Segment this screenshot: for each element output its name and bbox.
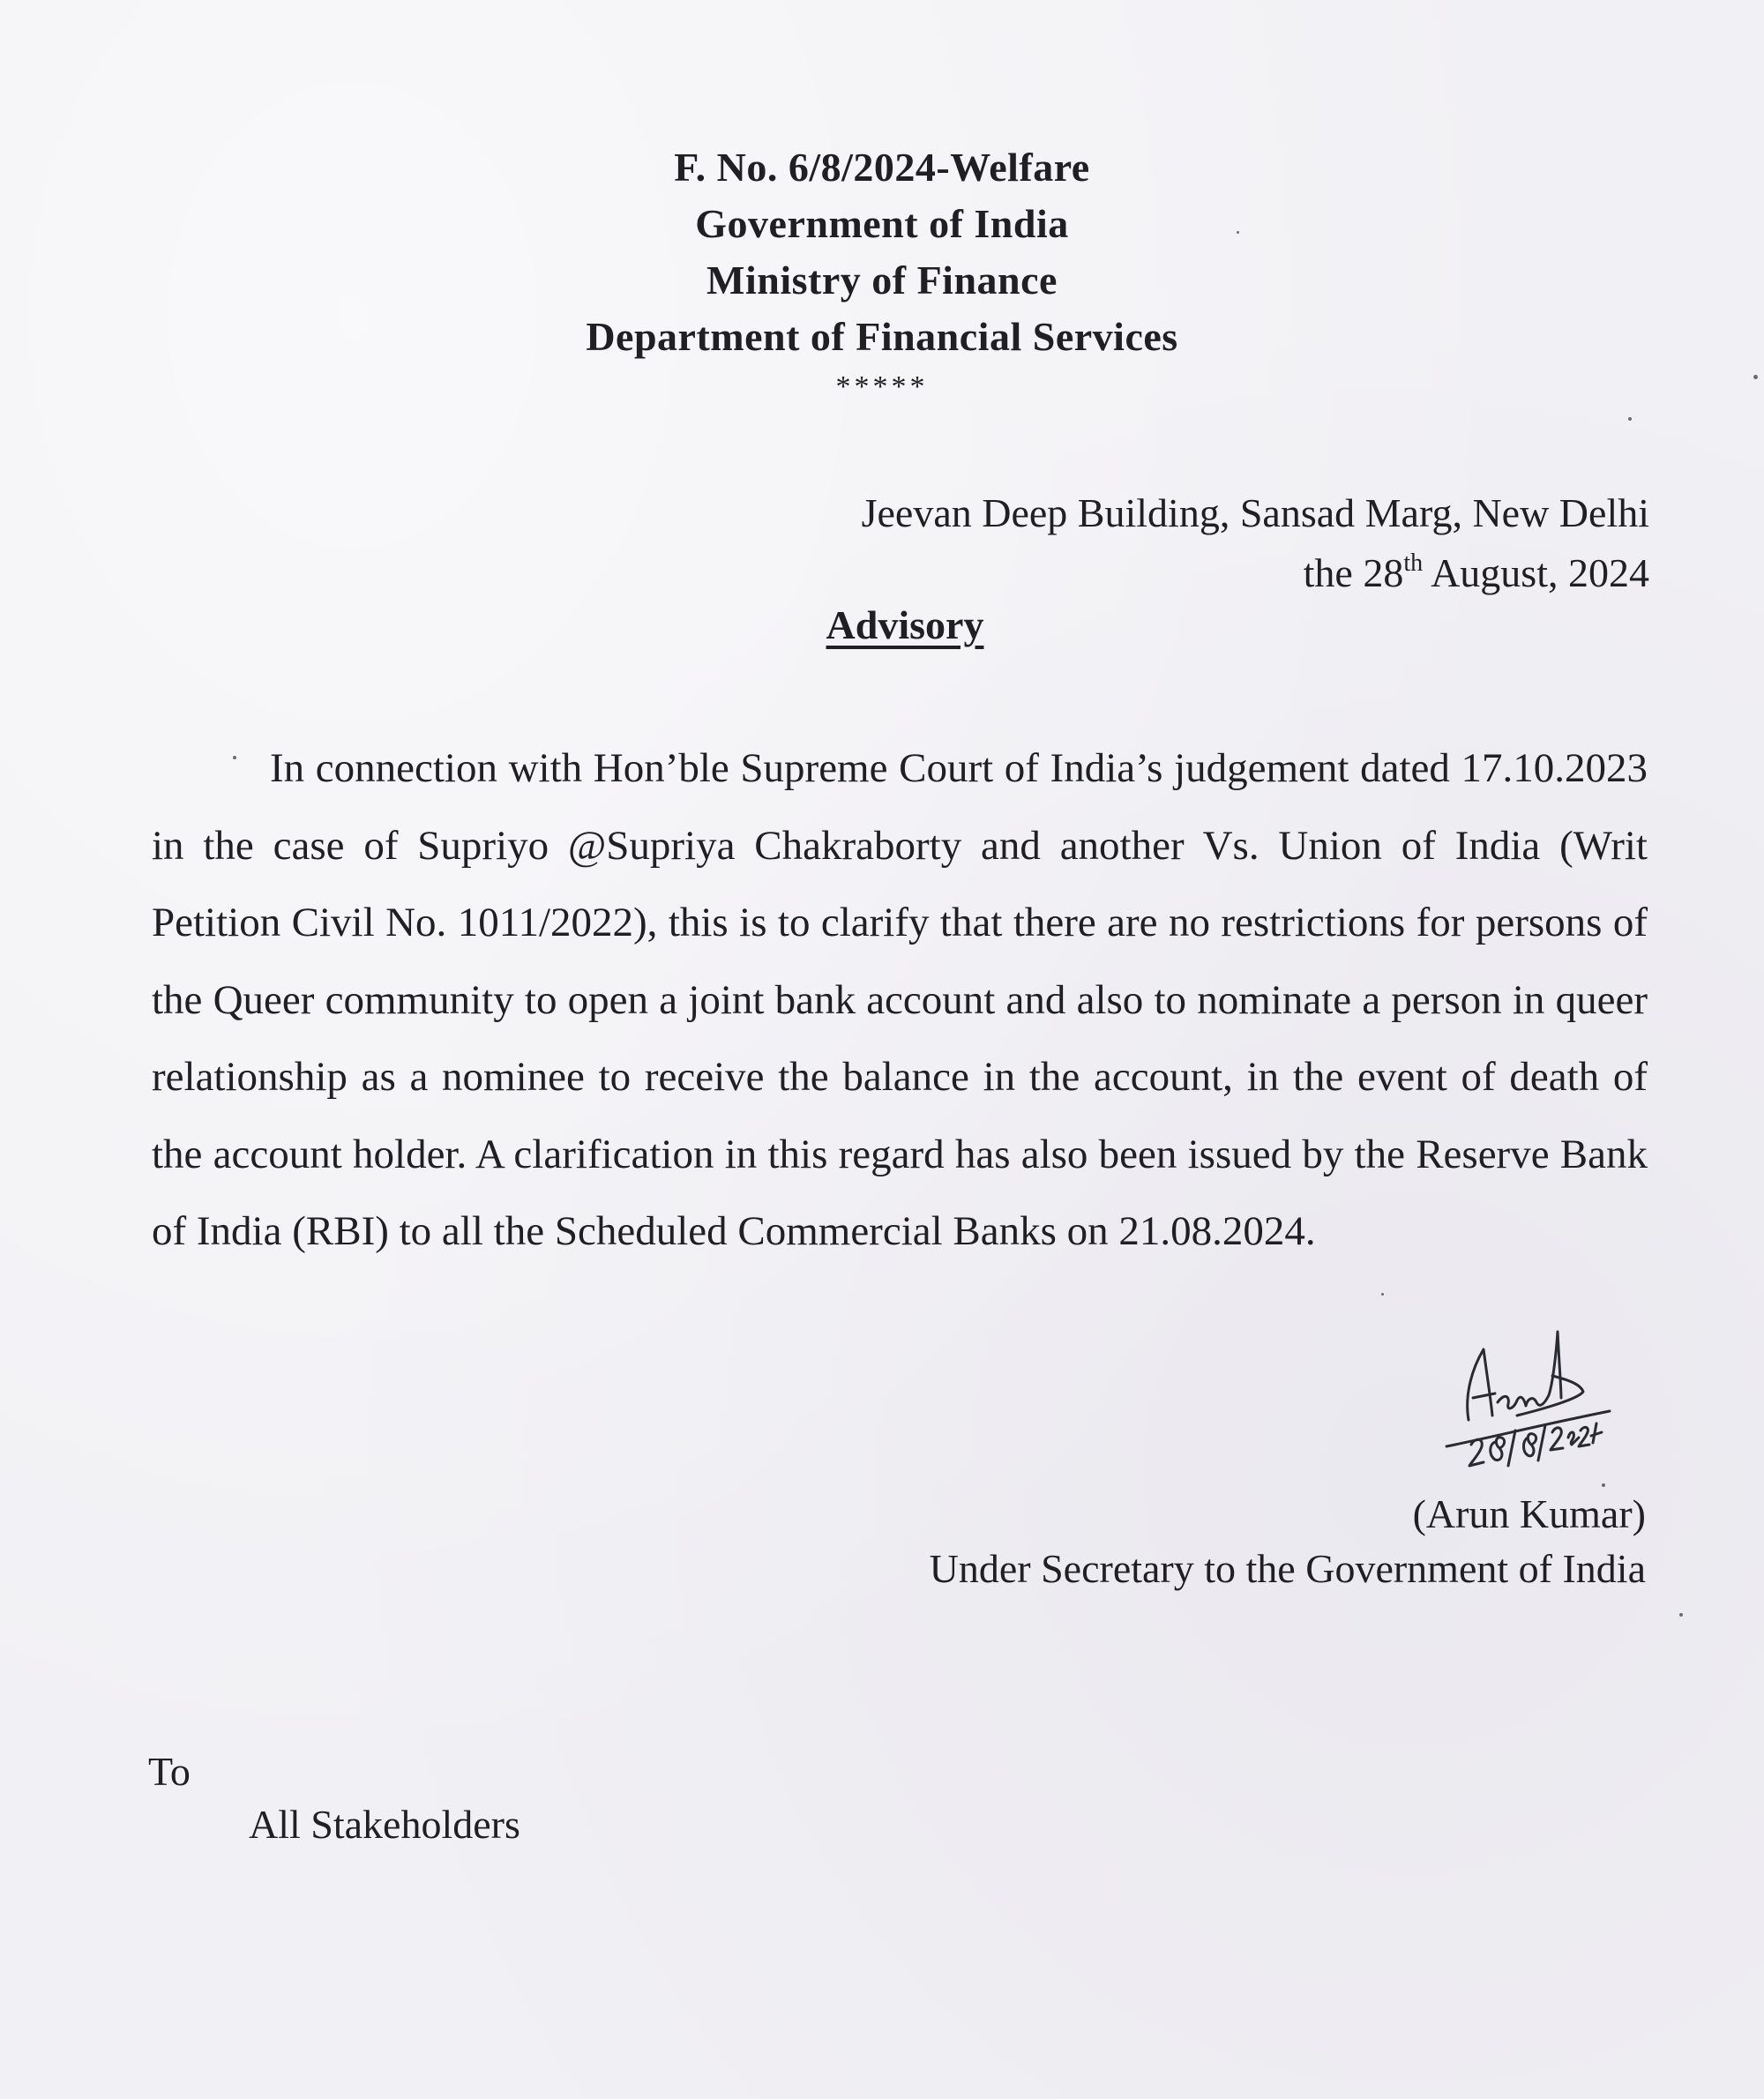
advisory-paragraph: In connection with Hon’ble Supreme Court of India’s judgement dated 17.10.2023 in the case of Supriyo @Supriya Chakraborty and another Vs. Union of India (Writ Petition Civil No. 1011/2022), this is to clarify that there are no restrictions for persons of the Queer community to open a joint bank account and also to nominate a person in queer relationship as a nominee to receive the balance in the account, in the event of death of the account holder. A clarification in this regard has also been issued by the Reserve Bank of India (RBI) to all the Scheduled Commercial Banks on 21.08.2024.: [152, 745, 1648, 1254]
file-number: F. No. 6/8/2024-Welfare: [674, 145, 1090, 190]
paper-speck: [1381, 1293, 1384, 1296]
signatory-designation: Under Secretary to the Government of India: [929, 1546, 1646, 1591]
paper-speck: [233, 756, 236, 759]
issue-date: [862, 543, 1649, 603]
paper-speck: [1753, 375, 1758, 379]
ministry-name: Ministry of Finance: [706, 258, 1058, 303]
department-name: Department of Financial Services: [586, 314, 1178, 359]
handwritten-signature: [1429, 1314, 1641, 1490]
signatory-name: (Arun Kumar): [1412, 1491, 1646, 1536]
date-ordinal-suffix: th: [1403, 549, 1424, 577]
to-label: To: [148, 1749, 191, 1794]
place-and-date: [862, 483, 1649, 603]
paper-speck: [1602, 1483, 1605, 1487]
paper-speck: [1679, 1613, 1683, 1617]
addressee: All Stakeholders: [249, 1802, 520, 1847]
office-address: Jeevan Deep Building, Sansad Marg, New Delhi: [861, 490, 1649, 535]
government-name: Government of India: [695, 201, 1069, 246]
letter-header: [0, 139, 1764, 365]
paper-speck: [1628, 417, 1632, 421]
paper-speck: [1237, 231, 1239, 234]
date-day: the 28: [1303, 550, 1404, 595]
document-title: Advisory: [826, 602, 984, 647]
header-separator: *****: [835, 370, 929, 403]
date-month-year: August, 2024: [1423, 550, 1649, 595]
